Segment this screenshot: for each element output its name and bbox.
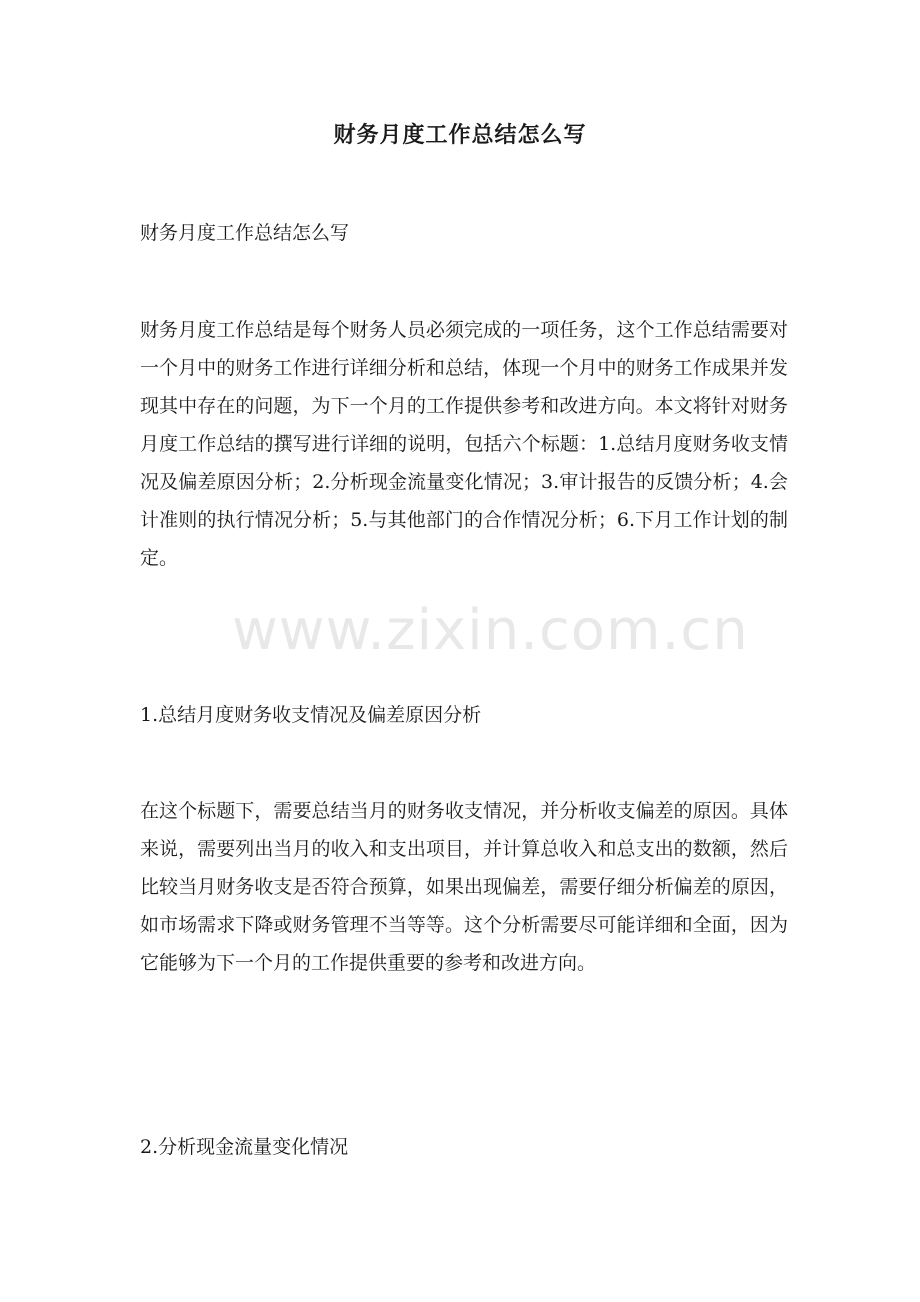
section-1-paragraph: 在这个标题下，需要总结当月的财务收支情况，并分析收支偏差的原因。具体来说，需要列出当月的收入和支出项目，并计算总收入和总支出的数额，然后比较当月财务收支是否符合预算，如果出现偏差，需要仔细分析偏差的原因，如市场需求下降或财务管理不当等等。这个分析需要尽可能详细和全面，因为它能够为下一个月的工作提供重要的参考和改进方向。	[140, 800, 788, 974]
intro-paragraph: 财务月度工作总结是每个财务人员必须完成的一项任务，这个工作总结需要对一个月中的财务工作进行详细分析和总结，体现一个月中的财务工作成果并发现其中存在的问题，为下一个月的工作提供参考和改进方向。本文将针对财务月度工作总结的撰写进行详细的说明，包括六个标题：1.总结月度财务收支情况及偏差原因分析；2.分析现金流量变化情况；3.审计报告的反馈分析；4.会计准则的执行情况分析；5.与其他部门的合作情况分析；6.下月工作计划的制定。	[140, 319, 788, 569]
section-2-heading: 2.分析现金流量变化情况	[140, 1136, 349, 1158]
watermark: www.zixin.com.cn	[232, 598, 749, 663]
document-title: 财务月度工作总结怎么写	[333, 122, 587, 148]
document-subtitle: 财务月度工作总结怎么写	[140, 222, 350, 244]
section-1-heading: 1.总结月度财务收支情况及偏差原因分析	[140, 704, 482, 726]
